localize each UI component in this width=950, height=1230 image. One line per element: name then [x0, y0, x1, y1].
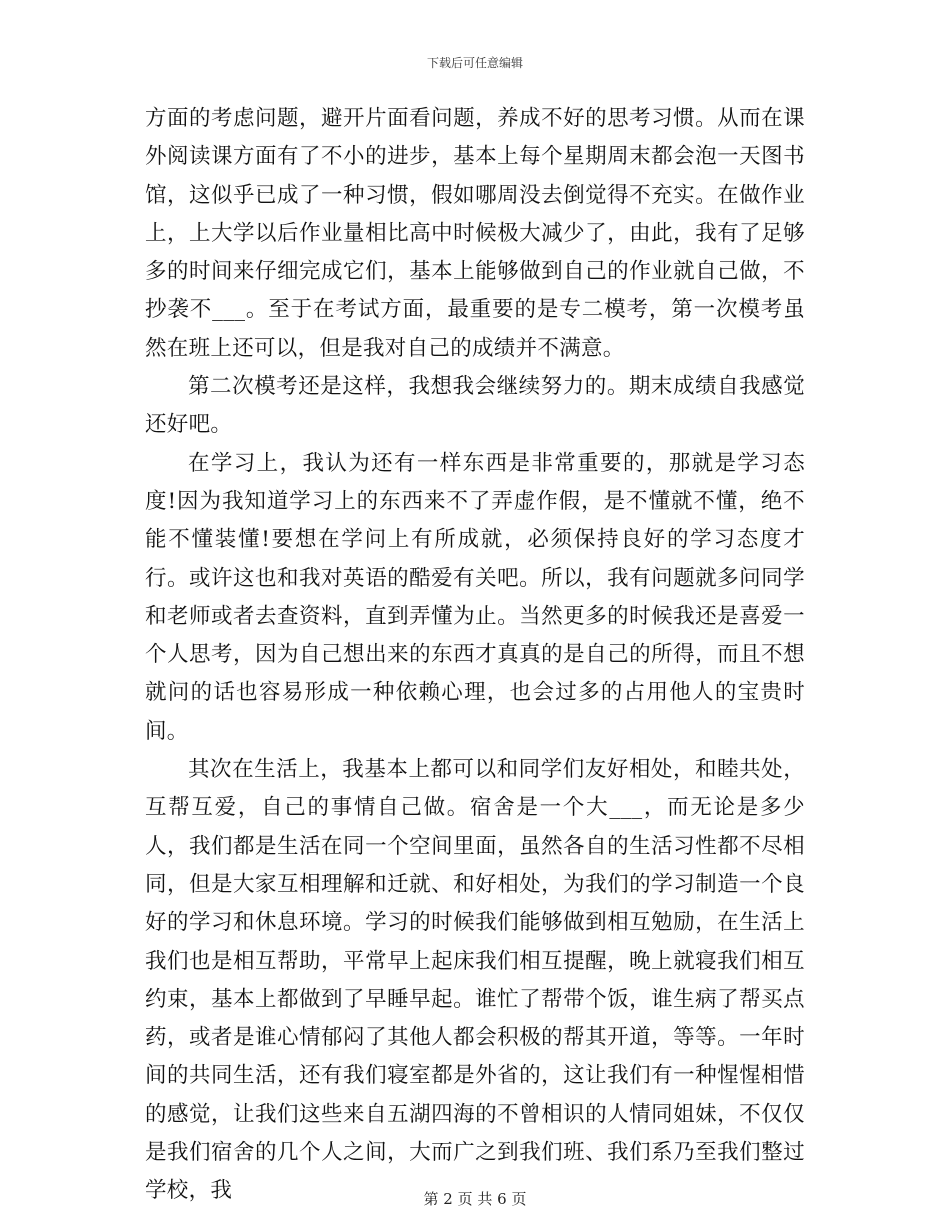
- paragraph-4: 其次在生活上，我基本上都可以和同学们友好相处，和睦共处，互帮互爱，自己的事情自己做。宿舍是一个大___，而无论是多少人，我们都是生活在同一个空间里面，虽然各自的生活习性都不尽相同，但是大家互相理解和迁就、和好相处，为我们的学习制造一个良好的学习和休息环境。学习的时候我们能够做到相互勉励，在生活上我们也是相互帮助，平常早上起床我们相互提醒，晚上就寝我们相互约束，基本上都做到了早睡早起。谁忙了帮带个饭，谁生病了帮买点药，或者是谁心情郁闷了其他人都会积极的帮其开道，等等。一年时间的共同生活，还有我们寝室都是外省的，这让我们有一种惺惺相惜的感觉，让我们这些来自五湖四海的不曾相识的人情同姐妹，不仅仅是我们宿舍的几个人之间，大而广之到我们班、我们系乃至我们整过学校，我: [145, 757, 805, 1204]
- page-header: 下载后可任意编辑: [426, 56, 523, 70]
- page-footer: 第 2 页 共 6 页: [423, 1190, 527, 1208]
- paragraph-2: 第二次模考还是这样，我想我会继续努力的。期末成绩自我感觉还好吧。: [145, 374, 805, 438]
- paragraph-1: 方面的考虑问题，避开片面看问题，养成不好的思考习惯。从而在课外阅读课方面有了不小的进步，基本上每个星期周末都会泡一天图书馆，这似乎已成了一种习惯，假如哪周没去倒觉得不充实。在做作业上，上大学以后作业量相比高中时候极大减少了，由此，我有了足够多的时间来仔细完成它们，基本上能够做到自己的作业就自己做，不抄袭不___。至于在考试方面，最重要的是专二模考，第一次模考虽然在班上还可以，但是我对自己的成绩并不满意。: [145, 106, 805, 361]
- paragraph-3: 在学习上，我认为还有一样东西是非常重要的，那就是学习态度!因为我知道学习上的东西来不了弄虚作假，是不懂就不懂，绝不能不懂装懂!要想在学问上有所成就，必须保持良好的学习态度才行。或许这也和我对英语的酷爱有关吧。所以，我有问题就多问同学和老师或者去查资料，直到弄懂为止。当然更多的时候我还是喜爱一个人思考，因为自己想出来的东西才真真的是自己的所得，而且不想就问的话也容易形成一种依赖心理，也会过多的占用他人的宝贵时间。: [145, 450, 805, 744]
- document-body: [145, 100, 805, 1211]
